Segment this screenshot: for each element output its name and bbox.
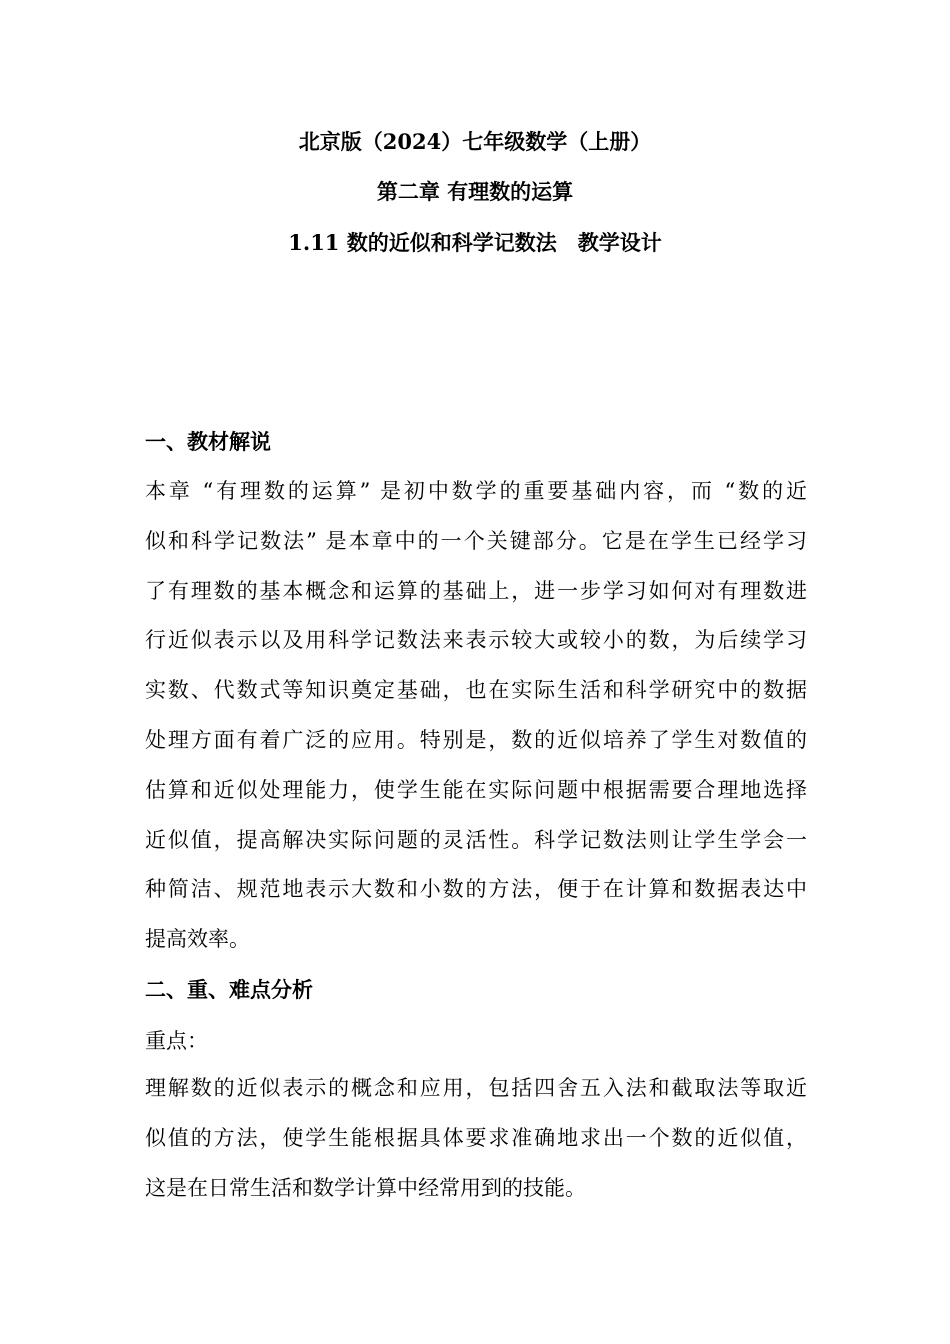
paragraph-line: 本章 “有理数的运算” 是初中数学的重要基础内容，而 “数的近 <box>145 479 807 503</box>
paragraph-line: 了有理数的基本概念和运算的基础上，进一步学习如何对有理数进 <box>145 578 807 603</box>
paragraph-line: 似和科学记数法” 是本章中的一个关键部分。它是在学生已经学习 <box>145 528 807 553</box>
key-points-label: 重点： <box>145 1029 208 1053</box>
paragraph-line: 实数、代数式等知识奠定基础，也在实际生活和科学研究中的数据 <box>145 678 807 703</box>
paragraph-line: 行近似表示以及用科学记数法来表示较大或较小的数，为后续学习 <box>145 628 807 653</box>
section-paragraph-key-points <box>145 1064 807 1213</box>
section-heading-textbook-analysis: 一、教材解说 <box>145 429 271 454</box>
document-title-textbook: 北京版（2024）七年级数学（上册） <box>298 129 652 154</box>
document-title-chapter: 第二章 有理数的运算 <box>376 179 574 204</box>
section-heading-key-difficult-points: 二、重、难点分析 <box>145 977 313 1002</box>
paragraph-line: 近似值，提高解决实际问题的灵活性。科学记数法则让学生学会一 <box>145 827 807 852</box>
document-title-lesson: 1.11 数的近似和科学记数法 教学设计 <box>288 230 662 255</box>
section-paragraph-textbook-analysis <box>145 467 807 965</box>
paragraph-line: 似值的方法，使学生能根据具体要求准确地求出一个数的近似值， <box>145 1125 807 1150</box>
paragraph-line: 估算和近似处理能力，使学生能在实际问题中根据需要合理地选择 <box>145 777 807 802</box>
paragraph-line: 这是在日常生活和数学计算中经常用到的技能。 <box>145 1175 586 1200</box>
paragraph-line: 处理方面有着广泛的应用。特别是，数的近似培养了学生对数值的 <box>145 727 807 752</box>
paragraph-line: 种简洁、规范地表示大数和小数的方法，便于在计算和数据表达中 <box>145 877 807 902</box>
paragraph-line: 理解数的近似表示的概念和应用，包括四舍五入法和截取法等取近 <box>145 1076 807 1100</box>
paragraph-line: 提高效率。 <box>145 927 250 952</box>
